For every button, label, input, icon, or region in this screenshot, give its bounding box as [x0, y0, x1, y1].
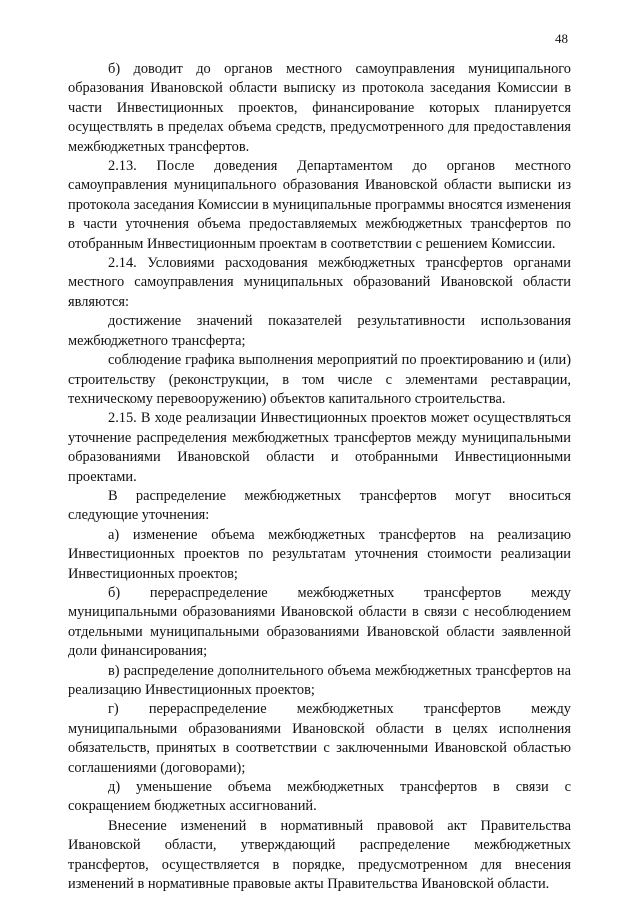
document-body: [68, 60, 571, 894]
paragraph-item-b-delivery: б) доводит до органов местного самоуправления муниципального образования Ивановской области выписку из протокола заседания Комиссии в части Инвестиционных проектов, финансирование которых планируется осуществлять в пределах объема средств, предусмотренного для предоставления межбюджетных трансфертов.: [68, 61, 571, 155]
paragraph-condition-schedule: соблюдение графика выполнения мероприятий по проектированию и (или) строительству (реконструкции, в том числе с элементами реставрации, техническому перевооружению) объектов капитального строительства.: [68, 352, 571, 407]
paragraph-item-a: а) изменение объема межбюджетных трансфертов на реализацию Инвестиционных проектов по результатам уточнения стоимости реализации Инвестиционных проектов;: [68, 526, 571, 582]
paragraph-amendments: Внесение изменений в нормативный правовой акт Правительства Ивановской области, утверждающий распределение межбюджетных трансфертов, осуществляется в порядке, предусмотренном для внесения изменений в нормативные правовые акты Правительства Ивановской области.: [68, 817, 571, 893]
paragraph-condition-indicators: достижение значений показателей результативности использования межбюджетного трансферта;: [68, 313, 571, 349]
paragraph-item-g: г) перераспределение межбюджетных трансфертов между муниципальными образованиями Ивановской области в целях исполнения обязательств, принятых в соответствии с заключенными Ивановской областью соглашениями (договорами);: [68, 701, 571, 776]
paragraph-item-d: д) уменьшение объема межбюджетных трансфертов в связи с сокращением бюджетных ассигнований.: [68, 779, 571, 815]
paragraph-clause-2-14: 2.14. Условиями расходования межбюджетных трансфертов органами местного самоуправления муниципальных образований Ивановской области являются:: [68, 255, 571, 310]
paragraph-clause-2-13: 2.13. После доведения Департаментом до органов местного самоуправления муниципального образования Ивановской области выписки из протокола заседания Комиссии в муниципальные программы вносятся изменения в части уточнения объема предоставляемых межбюджетных трансфертов по отобранным Инвестиционным проектам в соответствии с решением Комиссии.: [68, 158, 571, 252]
paragraph-clarifications-intro: В распределение межбюджетных трансфертов могут вноситься следующие уточнения:: [68, 487, 571, 524]
paragraph-item-b: б) перераспределение межбюджетных трансфертов между муниципальными образованиями Ивановской области в связи с несоблюдением отдельными муниципальными образованиями Ивановской области заявленной доли финансирования;: [68, 584, 571, 660]
paragraph-item-v: в) распределение дополнительного объема межбюджетных трансфертов на реализацию Инвестиционных проектов;: [68, 662, 571, 698]
paragraph-clause-2-15: 2.15. В ходе реализации Инвестиционных проектов может осуществляться уточнение распределения межбюджетных трансфертов между муниципальными образованиями Ивановской области и отобранными Инвестиционными проектами.: [68, 410, 571, 485]
page-number: 48: [555, 31, 568, 46]
